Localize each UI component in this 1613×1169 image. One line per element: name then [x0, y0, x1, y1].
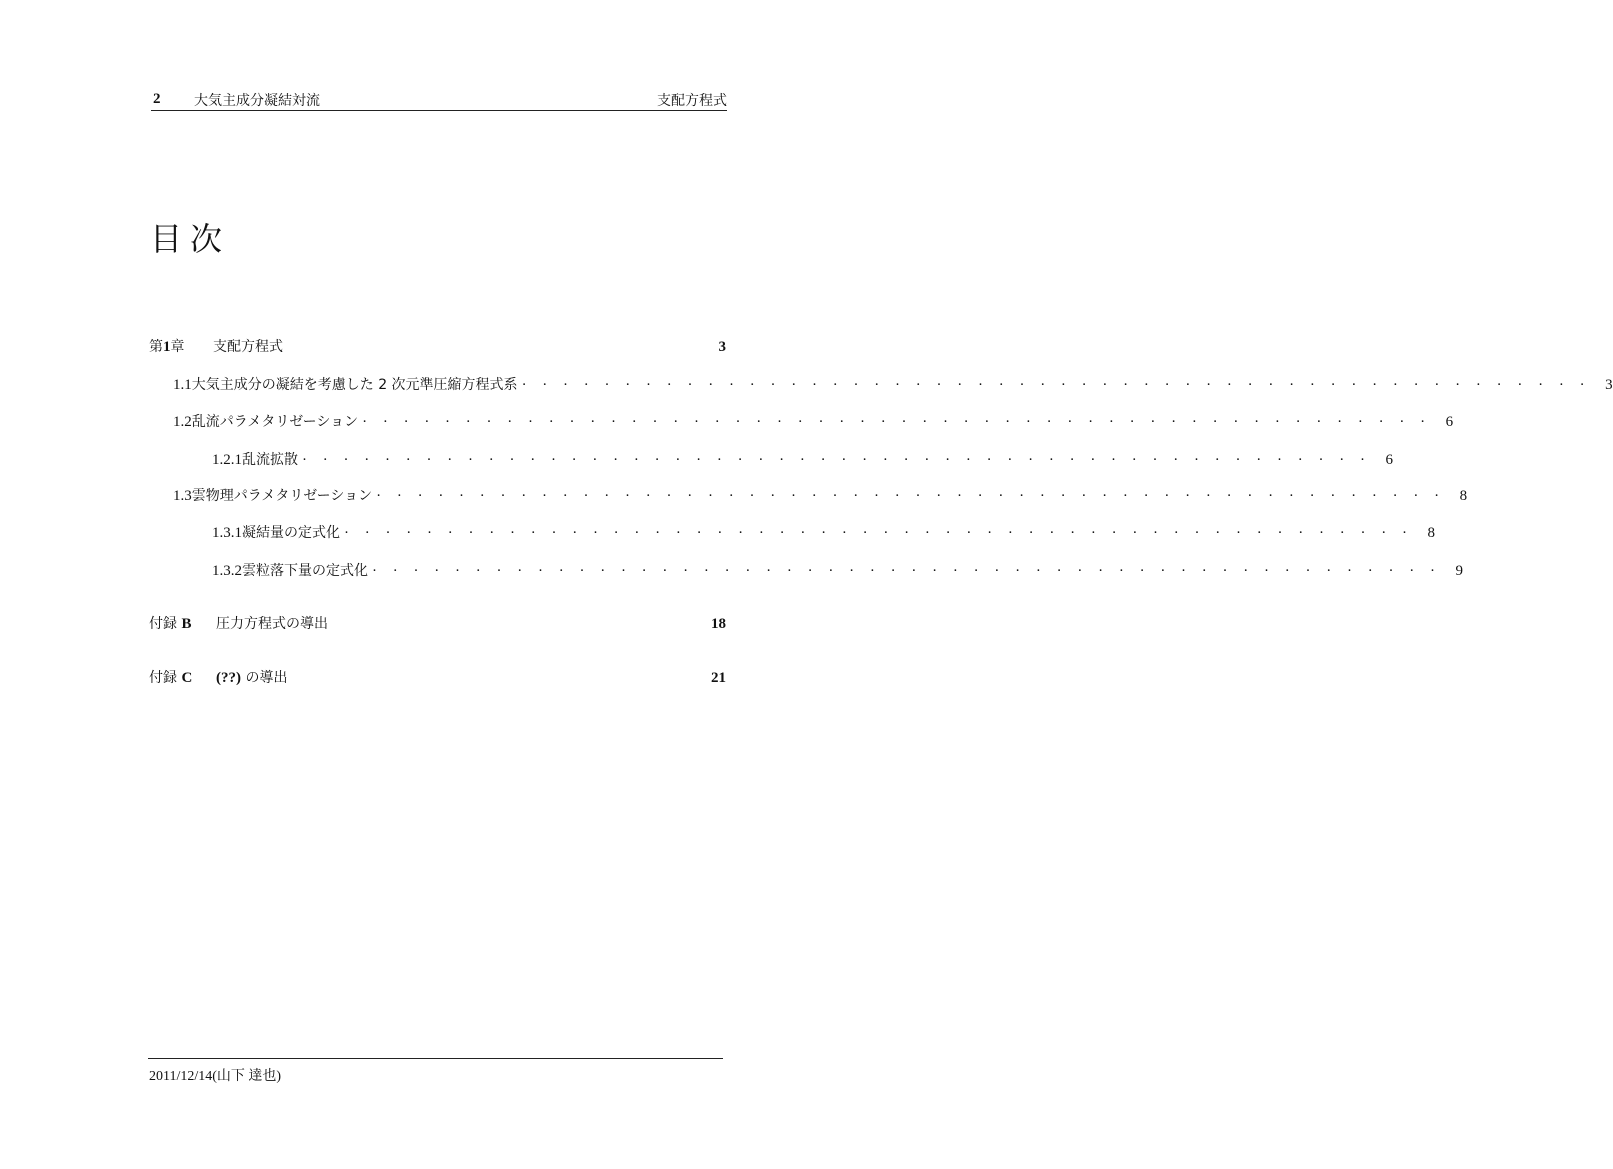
toc-section-1-3[interactable] [173, 485, 1468, 507]
appendix-label: 付録 B [149, 616, 192, 632]
toc-section-1-2[interactable] [173, 411, 1454, 433]
section-number: 1.3 [173, 488, 192, 504]
appendix-title: (??) の導出 [216, 670, 288, 686]
toc-chapter-1[interactable] [149, 336, 726, 358]
section-page: 8 [1459, 488, 1468, 504]
subsection-number: 1.3.1 [212, 525, 242, 541]
toc-subsection-1-3-1[interactable] [212, 522, 1435, 544]
toc-appendix-b[interactable] [149, 613, 726, 635]
header-section-title: 支配方程式 [657, 93, 727, 109]
section-number: 1.1 [173, 377, 192, 393]
dot-leader: · · · · · · · · · · · · · · · · · · · · · · · · · · · · · · · · · · · · · · · · · · · · · · · · · · · · [344, 525, 1413, 541]
section-title: 乱流パラメタリゼーション [191, 414, 359, 430]
header-document-title: 大気主成分凝結対流 [194, 93, 320, 109]
subsection-number: 1.2.1 [212, 452, 242, 468]
section-title: 雲物理パラメタリゼーション [191, 488, 373, 504]
subsection-page: 8 [1427, 525, 1435, 541]
chapter-title: 支配方程式 [213, 339, 283, 355]
running-header [151, 88, 727, 111]
dot-leader: · · · · · · · · · · · · · · · · · · · · · · · · · · · · · · · · · · · · · · · · · · · · · · · · · · · · [362, 414, 1432, 430]
dot-leader: · · · · · · · · · · · · · · · · · · · · · · · · · · · · · · · · · · · · · · · · · · · · · · · · · · · · [376, 488, 1446, 504]
section-page: 6 [1445, 414, 1454, 430]
toc-appendix-c[interactable] [149, 667, 726, 689]
subsection-title: 凝結量の定式化 [242, 525, 340, 541]
subsection-title: 乱流拡散 [242, 452, 298, 468]
dot-leader: · · · · · · · · · · · · · · · · · · · · · · · · · · · · · · · · · · · · · · · · · · · · · · · · · · · · [372, 563, 1441, 579]
toc-section-1-1[interactable] [173, 374, 1613, 396]
header-chapter-number: 2 [153, 91, 161, 107]
toc-subsection-1-3-2[interactable] [212, 560, 1463, 582]
toc-heading: 目次 [150, 220, 231, 258]
appendix-page: 21 [711, 670, 726, 686]
subsection-number: 1.3.2 [212, 563, 242, 579]
subsection-page: 6 [1385, 452, 1393, 468]
dot-leader: · · · · · · · · · · · · · · · · · · · · · · · · · · · · · · · · · · · · · · · · · · · · · · · · · · · · [302, 452, 1371, 468]
dot-leader: · · · · · · · · · · · · · · · · · · · · · · · · · · · · · · · · · · · · · · · · · · · · · · · · · · · · [521, 377, 1591, 393]
subsection-title: 雲粒落下量の定式化 [242, 563, 368, 579]
page-footer [148, 1058, 723, 1084]
section-page: 3 [1605, 377, 1613, 393]
footer-date-author: 2011/12/14(山下 達也) [149, 1069, 282, 1084]
section-number: 1.2 [173, 414, 192, 430]
toc-subsection-1-2-1[interactable] [212, 449, 1393, 471]
section-title: 大気主成分の凝結を考慮した 2 次元準圧縮方程式系 [191, 377, 518, 393]
chapter-page: 3 [718, 339, 726, 355]
chapter-number: 第1章 [149, 339, 185, 355]
appendix-title: 圧力方程式の導出 [216, 616, 328, 632]
appendix-label: 付録 C [149, 670, 193, 686]
appendix-page: 18 [711, 616, 726, 632]
subsection-page: 9 [1455, 563, 1463, 579]
